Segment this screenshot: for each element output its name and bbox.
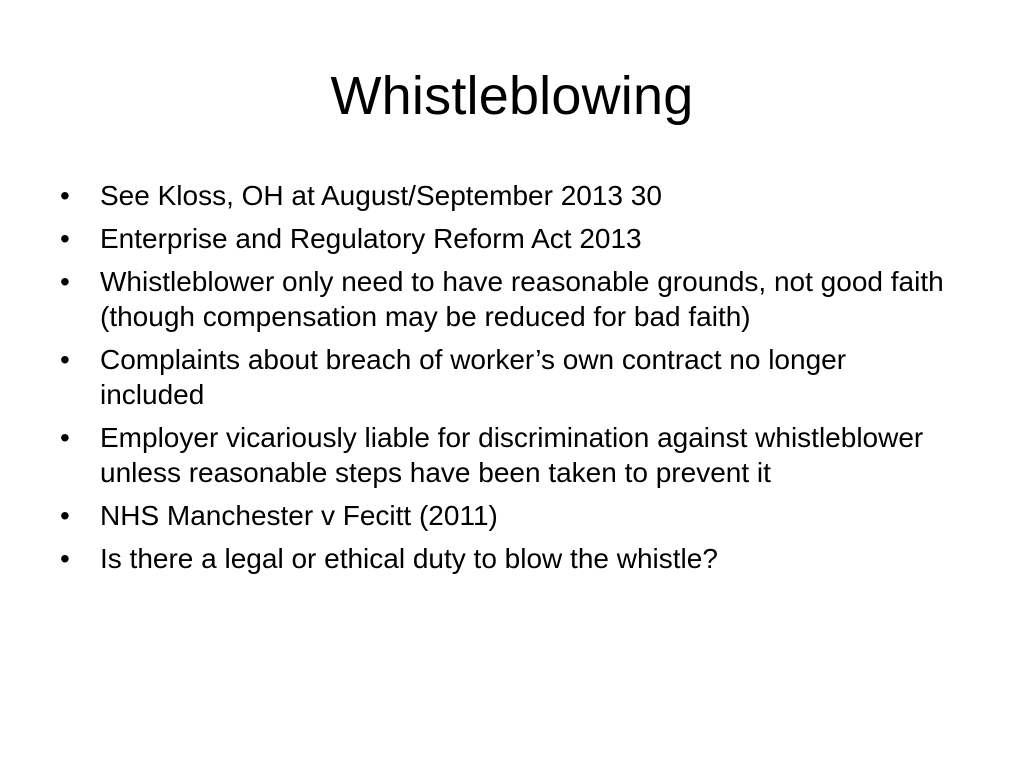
bullet-item [60, 221, 950, 256]
bullet-icon: • [60, 344, 70, 375]
bullet-text: NHS Manchester v Fecitt (2011) [100, 500, 498, 531]
bullet-text: Whistleblower only need to have reasonable grounds, not good faith (though compensation may be reduced for bad faith) [100, 266, 944, 332]
bullet-item [60, 498, 950, 533]
bullet-item [60, 264, 950, 334]
bullet-text: Employer vicariously liable for discrimination against whistleblower unless reasonable steps have been taken to prevent it [100, 422, 924, 488]
bullet-text: Complaints about breach of worker’s own contract no longer included [100, 344, 847, 410]
bullet-icon: • [60, 500, 70, 531]
bullet-text: Enterprise and Regulatory Reform Act 2013 [100, 223, 642, 254]
slide-title: Whistleblowing [330, 66, 694, 126]
bullet-icon: • [60, 543, 70, 574]
bullet-icon: • [60, 180, 70, 211]
bullet-item [60, 342, 950, 412]
bullet-text: See Kloss, OH at August/September 2013 30 [100, 180, 662, 211]
bullet-item [60, 178, 950, 213]
bullet-icon: • [60, 223, 70, 254]
bullet-icon: • [60, 266, 70, 297]
bullet-text: Is there a legal or ethical duty to blow the whistle? [100, 543, 718, 574]
bullet-list [60, 178, 950, 584]
bullet-item [60, 541, 950, 576]
bullet-icon: • [60, 422, 70, 453]
bullet-item [60, 420, 950, 490]
